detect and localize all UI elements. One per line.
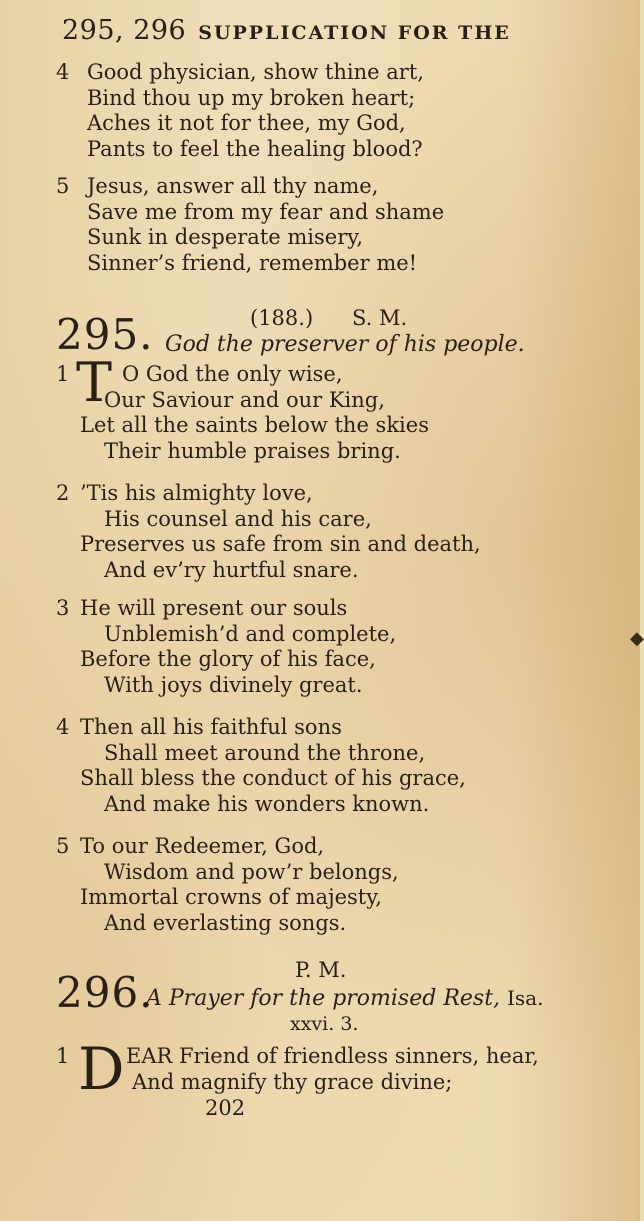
verse-line: Let all the saints below the skies	[80, 413, 429, 437]
verse-line: Bind thou up my broken heart;	[87, 85, 416, 110]
header-title: SUPPLICATION FOR THE	[198, 22, 511, 44]
stanza-number: 4	[56, 60, 70, 84]
verse-line: ’Tis his almighty love,	[80, 481, 313, 505]
stanza-number: 5	[56, 834, 70, 858]
stanza-number: 3	[56, 596, 70, 620]
verse-line: With joys divinely great.	[104, 672, 363, 697]
hymn-subtitle	[146, 985, 543, 1012]
stanza-number: 4	[56, 715, 70, 739]
verse-line: Unblemish’d and complete,	[104, 621, 397, 646]
verse-line: Shall bless the conduct of his grace,	[80, 766, 466, 790]
hymn-meter: S. M.	[352, 306, 408, 330]
hymn-subtitle: God the preserver of his people.	[165, 332, 525, 357]
prev-stanza-5	[56, 174, 616, 276]
scripture-reference: Isa.	[507, 986, 544, 1010]
verse-line: To our Redeemer, God,	[80, 834, 325, 858]
verse-line: Immortal crowns of majesty,	[80, 885, 382, 909]
verse-line: And make his wonders known.	[104, 791, 430, 816]
verse-line: Good physician, show thine art,	[87, 60, 424, 84]
hymn295-stanza-4	[56, 715, 616, 817]
verse-line: And ev’ry hurtful snare.	[104, 557, 359, 582]
stanza-number: 2	[56, 481, 70, 505]
verse-line: Jesus, answer all thy name,	[87, 174, 379, 198]
verse-line: Before the glory of his face,	[80, 647, 376, 671]
hymn-number: 296.	[56, 968, 154, 1017]
ink-speck: ◆	[630, 628, 644, 649]
stanza-number: 5	[56, 174, 70, 198]
verse-line: Preserves us safe from sin and death,	[80, 532, 481, 556]
hymn-reference: (188.)	[250, 306, 314, 330]
scripture-reference-verse: xxvi. 3.	[290, 1013, 359, 1035]
verse-line: Their humble praises bring.	[104, 438, 401, 463]
hymn296-stanza-1	[56, 1044, 626, 1095]
hymn-meter: P. M.	[295, 958, 347, 982]
drop-cap: T	[76, 351, 113, 414]
verse-line: Then all his faithful sons	[80, 715, 342, 739]
verse-line: And magnify thy grace divine;	[132, 1069, 453, 1094]
verse-line: Sinner’s friend, remember me!	[87, 250, 418, 275]
verse-line: EAR Friend of friendless sinners, hear,	[126, 1044, 539, 1068]
hymn295-stanza-1	[56, 362, 616, 464]
hymn295-stanza-2	[56, 481, 616, 583]
verse-line: Wisdom and pow’r belongs,	[104, 859, 399, 884]
running-header	[62, 14, 511, 48]
verse-line: Save me from my fear and shame	[87, 199, 445, 224]
stanza-number: 1	[56, 362, 70, 386]
hymn295-stanza-3	[56, 596, 616, 698]
hymn295-stanza-5	[56, 834, 616, 936]
hymn-subtitle-text: A Prayer for the promised Rest,	[146, 986, 501, 1011]
drop-cap: D	[78, 1035, 125, 1103]
verse-line: And everlasting songs.	[104, 910, 347, 935]
verse-line: O God the only wise,	[122, 362, 343, 386]
verse-line: His counsel and his care,	[104, 506, 372, 531]
verse-line: Our Saviour and our King,	[104, 387, 385, 412]
verse-line: Pants to feel the healing blood?	[87, 136, 423, 161]
prev-stanza-4	[56, 60, 616, 162]
verse-line: Aches it not for thee, my God,	[87, 111, 406, 135]
verse-line: Shall meet around the throne,	[104, 740, 426, 765]
stanza-number: 1	[56, 1044, 70, 1068]
header-page-numbers: 295, 296	[62, 15, 187, 46]
verse-line: Sunk in desperate misery,	[87, 225, 363, 249]
page-folio: 202	[205, 1096, 246, 1120]
hymn-number: 295.	[56, 310, 154, 359]
verse-line: He will present our souls	[80, 596, 348, 620]
